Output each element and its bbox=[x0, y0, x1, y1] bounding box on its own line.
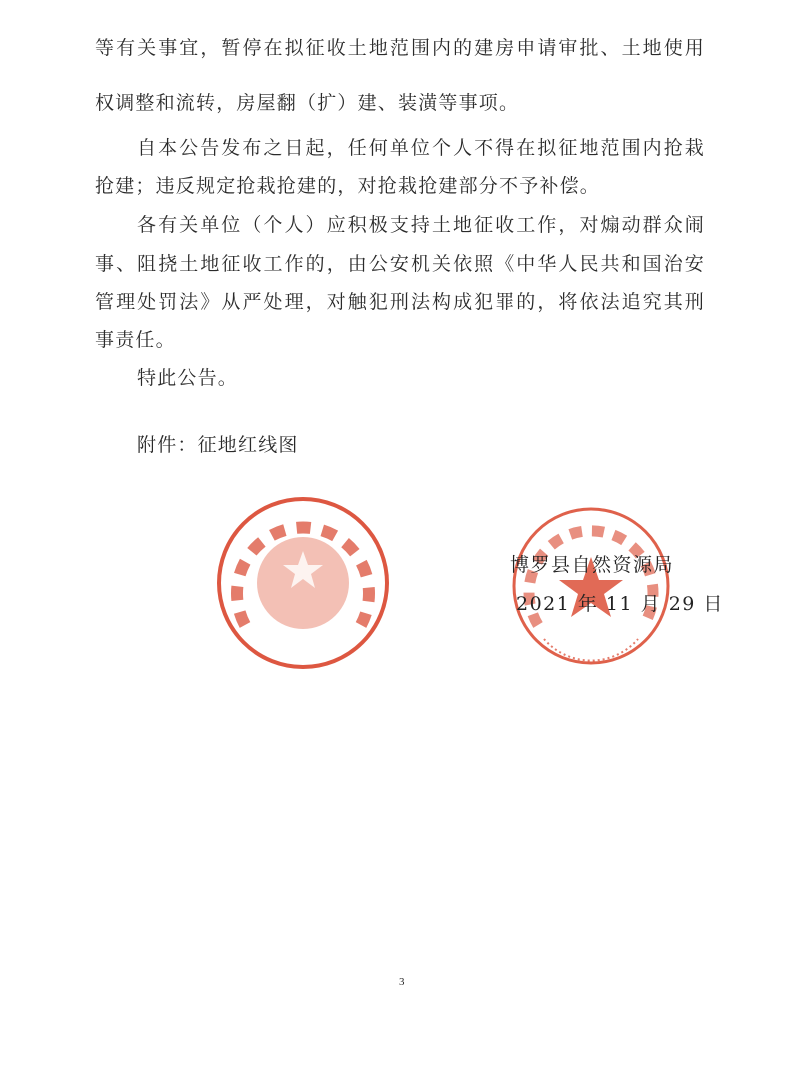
body-line: 事、阻挠土地征收工作的，由公安机关依照《中华人民共和国治安 bbox=[95, 253, 705, 275]
seal-code-graphic bbox=[544, 639, 638, 661]
government-seal-stamp bbox=[215, 495, 391, 671]
body-line: 权调整和流转，房屋翻（扩）建、装潢等事项。 bbox=[95, 92, 520, 114]
national-emblem-icon bbox=[257, 537, 349, 629]
body-line: 事责任。 bbox=[95, 329, 176, 351]
body-line: 管理处罚法》从严处理，对触犯刑法构成犯罪的，将依法追究其刑 bbox=[95, 291, 705, 313]
page-number: 3 bbox=[399, 976, 405, 988]
body-line: 等有关事宜，暂停在拟征收土地范围内的建房申请审批、土地使用 bbox=[95, 37, 705, 59]
issue-date: 2021 年 11 月 29 日 bbox=[516, 593, 724, 615]
attachment-line: 附件：征地红线图 bbox=[137, 434, 299, 456]
body-line: 自本公告发布之日起，任何单位个人不得在拟征地范围内抢栽 bbox=[137, 137, 705, 159]
bureau-seal-stamp bbox=[510, 505, 675, 667]
body-line: 各有关单位（个人）应积极支持土地征收工作，对煽动群众闹 bbox=[137, 214, 705, 236]
issuer-name: 博罗县自然资源局 bbox=[510, 554, 675, 576]
body-line: 抢建；违反规定抢栽抢建的，对抢栽抢建部分不予补偿。 bbox=[95, 175, 601, 197]
closing-line: 特此公告。 bbox=[137, 367, 239, 389]
